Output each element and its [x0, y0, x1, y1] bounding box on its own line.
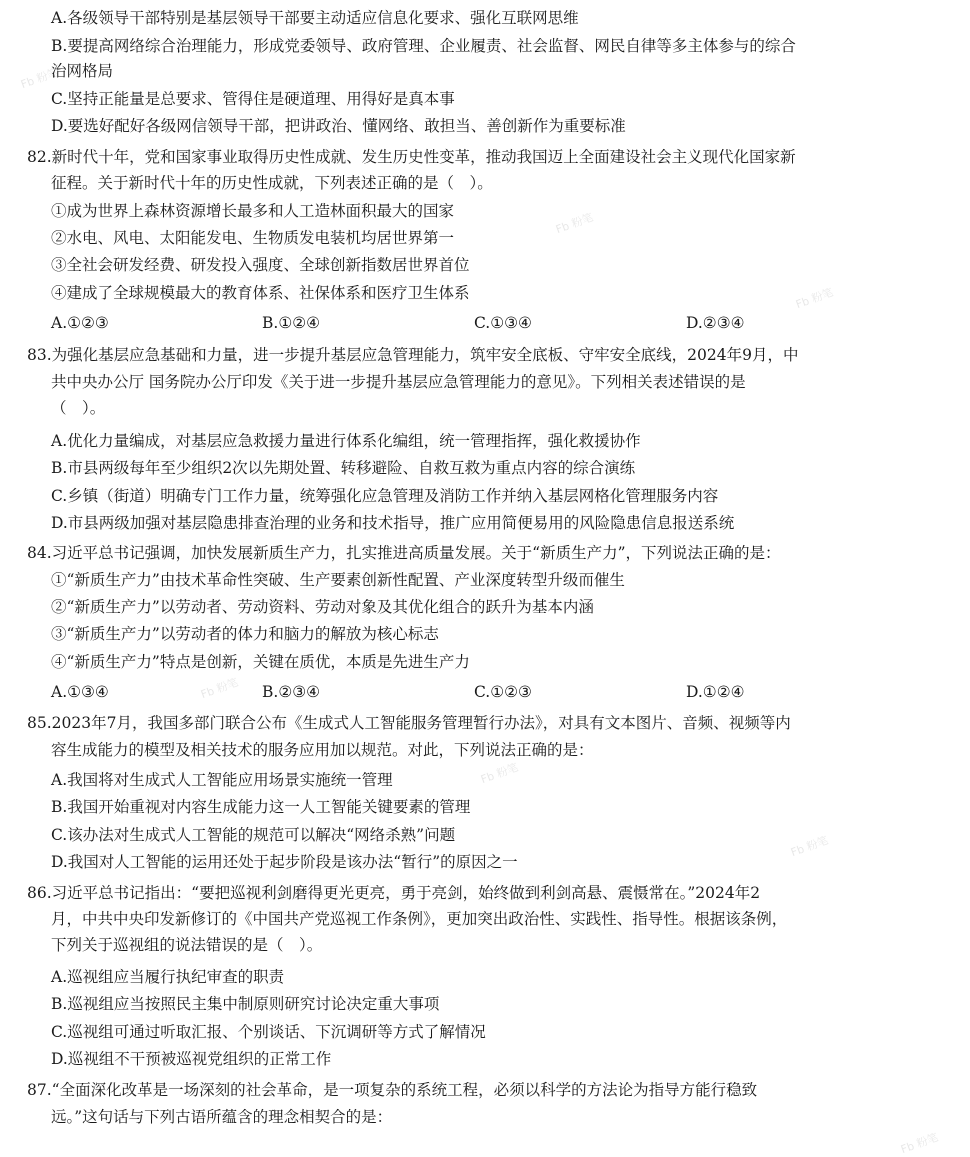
q83-option-b: B.市县两级每年至少组织2次以先期处置、转移避险、自救互救为重点内容的综合演练 — [51, 459, 636, 477]
q84-statement-3: ③“新质生产力”以劳动者的体力和脑力的解放为核心标志 — [51, 625, 439, 643]
q86-stem: 86.习近平总书记指出：“要把巡视利剑磨得更光更亮，勇于亮剑，始终做到利剑高悬、震慑常在。”2024年2 — [27, 884, 761, 902]
q85-option-c: C.该办法对生成式人工智能的规范可以解决“网络杀熟”问题 — [51, 826, 456, 844]
q84-statement-2: ②“新质生产力”以劳动者、劳动资料、劳动对象及其优化组合的跃升为基本内涵 — [51, 598, 594, 616]
q82-option-c: C.①③④ — [474, 314, 532, 332]
q86-option-c: C.巡视组可通过听取汇报、个别谈话、下沉调研等方式了解情况 — [51, 1023, 486, 1041]
q83-stem-cont: 共中央办公厅 国务院办公厅印发《关于进一步提升基层应急管理能力的意见》。下列相关表述错误的是 — [51, 373, 746, 391]
q82-stem-cont: 征程。关于新时代十年的历史性成就，下列表述正确的是（ ）。 — [51, 174, 493, 192]
q86-stem-cont: 月，中共中央印发新修订的《中国共产党巡视工作条例》，更加突出政治性、实践性、指导性。根据该条例， — [51, 910, 788, 928]
q82-statement-1: ①成为世界上森林资源增长最多和人工造林面积最大的国家 — [51, 202, 455, 220]
q83-option-a: A.优化力量编成，对基层应急救援力量进行体系化编组，统一管理指挥，强化救援协作 — [51, 432, 641, 450]
q86-option-d: D.巡视组不干预被巡视党组织的正常工作 — [51, 1050, 332, 1068]
watermark-logo: Fb 粉笔 — [794, 285, 836, 312]
q84-statement-1: ①“新质生产力”由技术革命性突破、生产要素创新性配置、产业深度转型升级而催生 — [51, 571, 625, 589]
q84-option-b: B.②③④ — [262, 683, 321, 701]
q82-option-a: A.①②③ — [51, 314, 109, 332]
q84-option-c: C.①②③ — [474, 683, 532, 701]
q81-option-b-cont: 治网格局 — [51, 62, 114, 80]
watermark-logo: Fb 粉笔 — [554, 210, 596, 237]
watermark-logo: Fb 粉笔 — [479, 760, 521, 787]
q81-option-b: B.要提高网络综合治理能力，形成党委领导、政府管理、企业履责、社会监督、网民自律等多主体参与的综合 — [51, 37, 796, 55]
q82-statement-2: ②水电、风电、太阳能发电、生物质发电装机均居世界第一 — [51, 229, 455, 247]
q87-stem-cont: 远。”这句话与下列古语所蕴含的理念相契合的是： — [51, 1108, 393, 1126]
q84-statement-4: ④“新质生产力”特点是创新，关键在质优，本质是先进生产力 — [51, 653, 470, 671]
q81-option-a: A.各级领导干部特别是基层领导干部要主动适应信息化要求、强化互联网思维 — [51, 9, 579, 27]
q84-option-d: D.①②④ — [686, 683, 745, 701]
q85-stem-cont: 容生成能力的模型及相关技术的服务应用加以规范。对此，下列说法正确的是： — [51, 741, 594, 759]
q81-option-d: D.要选好配好各级网信领导干部，把讲政治、懂网络、敢担当、善创新作为重要标准 — [51, 117, 626, 135]
q81-option-c: C.坚持正能量是总要求、管得住是硬道理、用得好是真本事 — [51, 90, 455, 108]
q85-option-b: B.我国开始重视对内容生成能力这一人工智能关键要素的管理 — [51, 798, 471, 816]
q83-stem: 83.为强化基层应急基础和力量，进一步提升基层应急管理能力，筑牢安全底板、守牢安全底线，2024年9月，中 — [27, 346, 799, 364]
watermark-logo: Fb 粉笔 — [899, 1130, 941, 1157]
q84-stem: 84.习近平总书记强调，加快发展新质生产力，扎实推进高质量发展。关于“新质生产力”，下列说法正确的是： — [27, 544, 781, 562]
q87-stem: 87.“全面深化改革是一场深刻的社会革命，是一项复杂的系统工程，必须以科学的方法论为指导方能行稳致 — [27, 1081, 758, 1099]
q85-option-a: A.我国将对生成式人工智能应用场景实施统一管理 — [51, 771, 393, 789]
q82-option-b: B.①②④ — [262, 314, 321, 332]
q85-stem: 85.2023年7月，我国多部门联合公布《生成式人工智能服务管理暂行办法》，对具有文本图片、音频、视频等内 — [27, 714, 791, 732]
q86-stem-cont2: 下列关于巡视组的说法错误的是（ ）。 — [51, 936, 323, 954]
q83-stem-blank: （ ）。 — [51, 399, 106, 417]
q83-option-c: C.乡镇（街道）明确专门工作力量，统筹强化应急管理及消防工作并纳入基层网格化管理服务内容 — [51, 487, 719, 505]
q82-stem: 82.新时代十年，党和国家事业取得历史性成就、发生历史性变革，推动我国迈上全面建设社会主义现代化国家新 — [27, 148, 796, 166]
q85-option-d: D.我国对人工智能的运用还处于起步阶段是该办法“暂行”的原因之一 — [51, 853, 518, 871]
q82-statement-3: ③全社会研发经费、研发投入强度、全球创新指数居世界首位 — [51, 256, 470, 274]
watermark-logo: Fb 粉笔 — [199, 675, 241, 702]
q84-option-a: A.①③④ — [51, 683, 109, 701]
q82-statement-4: ④建成了全球规模最大的教育体系、社保体系和医疗卫生体系 — [51, 284, 470, 302]
q82-option-d: D.②③④ — [686, 314, 745, 332]
watermark-logo: Fb 粉笔 — [789, 833, 831, 860]
q86-option-a: A.巡视组应当履行执纪审查的职责 — [51, 968, 285, 986]
q86-option-b: B.巡视组应当按照民主集中制原则研究讨论决定重大事项 — [51, 995, 440, 1013]
q83-option-d: D.市县两级加强对基层隐患排查治理的业务和技术指导，推广应用简便易用的风险隐患信息报送系统 — [51, 514, 735, 532]
watermark-logo: Fb 粉笔 — [19, 65, 61, 92]
